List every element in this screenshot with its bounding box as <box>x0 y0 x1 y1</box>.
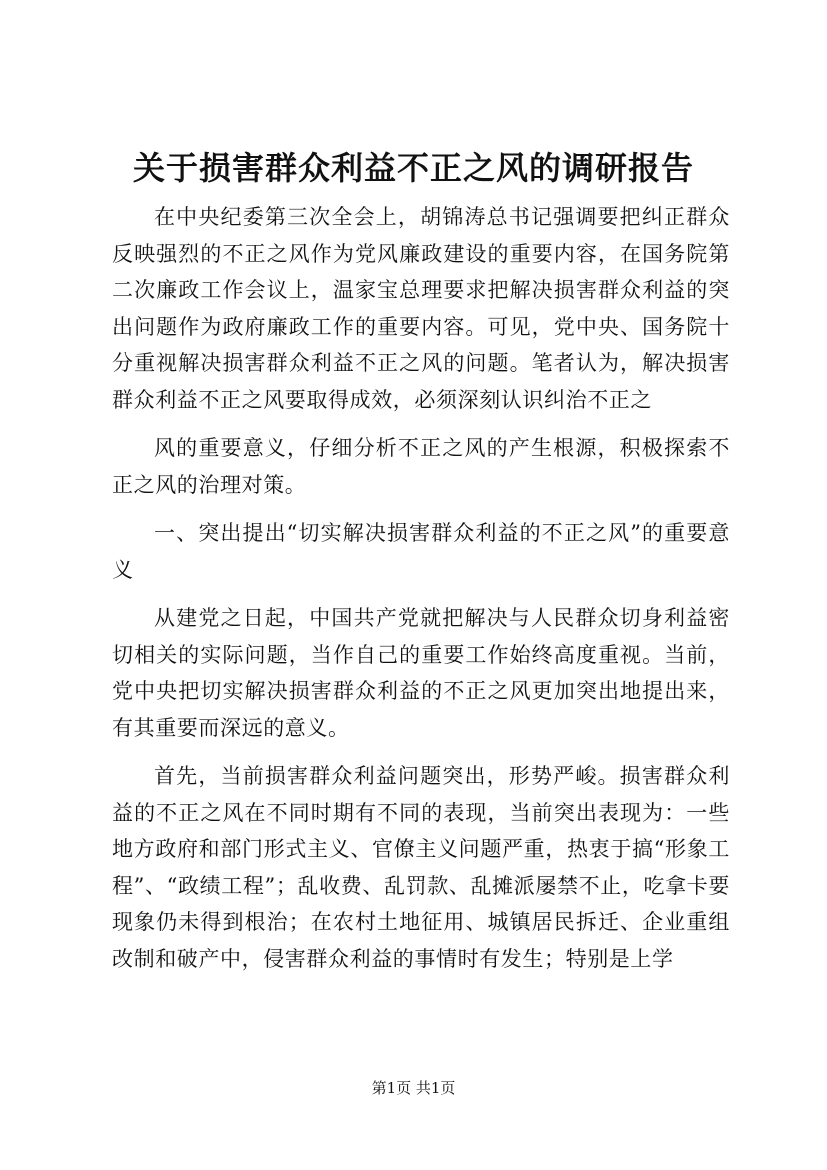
paragraph-history: 从建党之日起，中国共产党就把解决与人民群众切身利益密切相关的实际问题，当作自己的重要工作始终高度重视。当前，党中央把切实解决损害群众利益的不正之风更加突出地提出来，有其重要而深远的意义。 <box>112 606 730 740</box>
paragraph-intro-continued: 风的重要意义，仔细分析不正之风的产生根源，积极探索不正之风的治理对策。 <box>112 436 730 497</box>
section-heading-1: 一、突出提出“切实解决损害群众利益的不正之风”的重要意义 <box>112 521 730 582</box>
page-number-label: 第1页 共1页 <box>371 1079 456 1097</box>
paragraph-intro: 在中央纪委第三次全会上，胡锦涛总书记强调要把纠正群众反映强烈的不正之风作为党风廉政建设的重要内容，在国务院第二次廉政工作会议上，温家宝总理要求把解决损害群众利益的突出问题作为政府廉政工作的重要内容。可见，党中央、国务院十分重视解决损害群众利益不正之风的问题。笔者认为，解决损害群众利益不正之风要取得成效，必须深刻认识纠治不正之 <box>112 205 730 412</box>
paragraph-first-point: 首先，当前损害群众利益问题突出，形势严峻。损害群众利益的不正之风在不同时期有不同的表现，当前突出表现为：一些地方政府和部门形式主义、官僚主义问题严重，热衷于搞“形象工程”、“政绩工程”；乱收费、乱罚款、乱摊派屡禁不止，吃拿卡要现象仍未得到根治；在农村土地征用、城镇居民拆迁、企业重组改制和破产中，侵害群众利益的事情时有发生；特别是上学 <box>112 764 730 971</box>
document-body <box>112 199 730 977</box>
page-footer <box>0 1077 827 1098</box>
document-title: 关于损害群众利益不正之风的调研报告 <box>132 149 694 187</box>
